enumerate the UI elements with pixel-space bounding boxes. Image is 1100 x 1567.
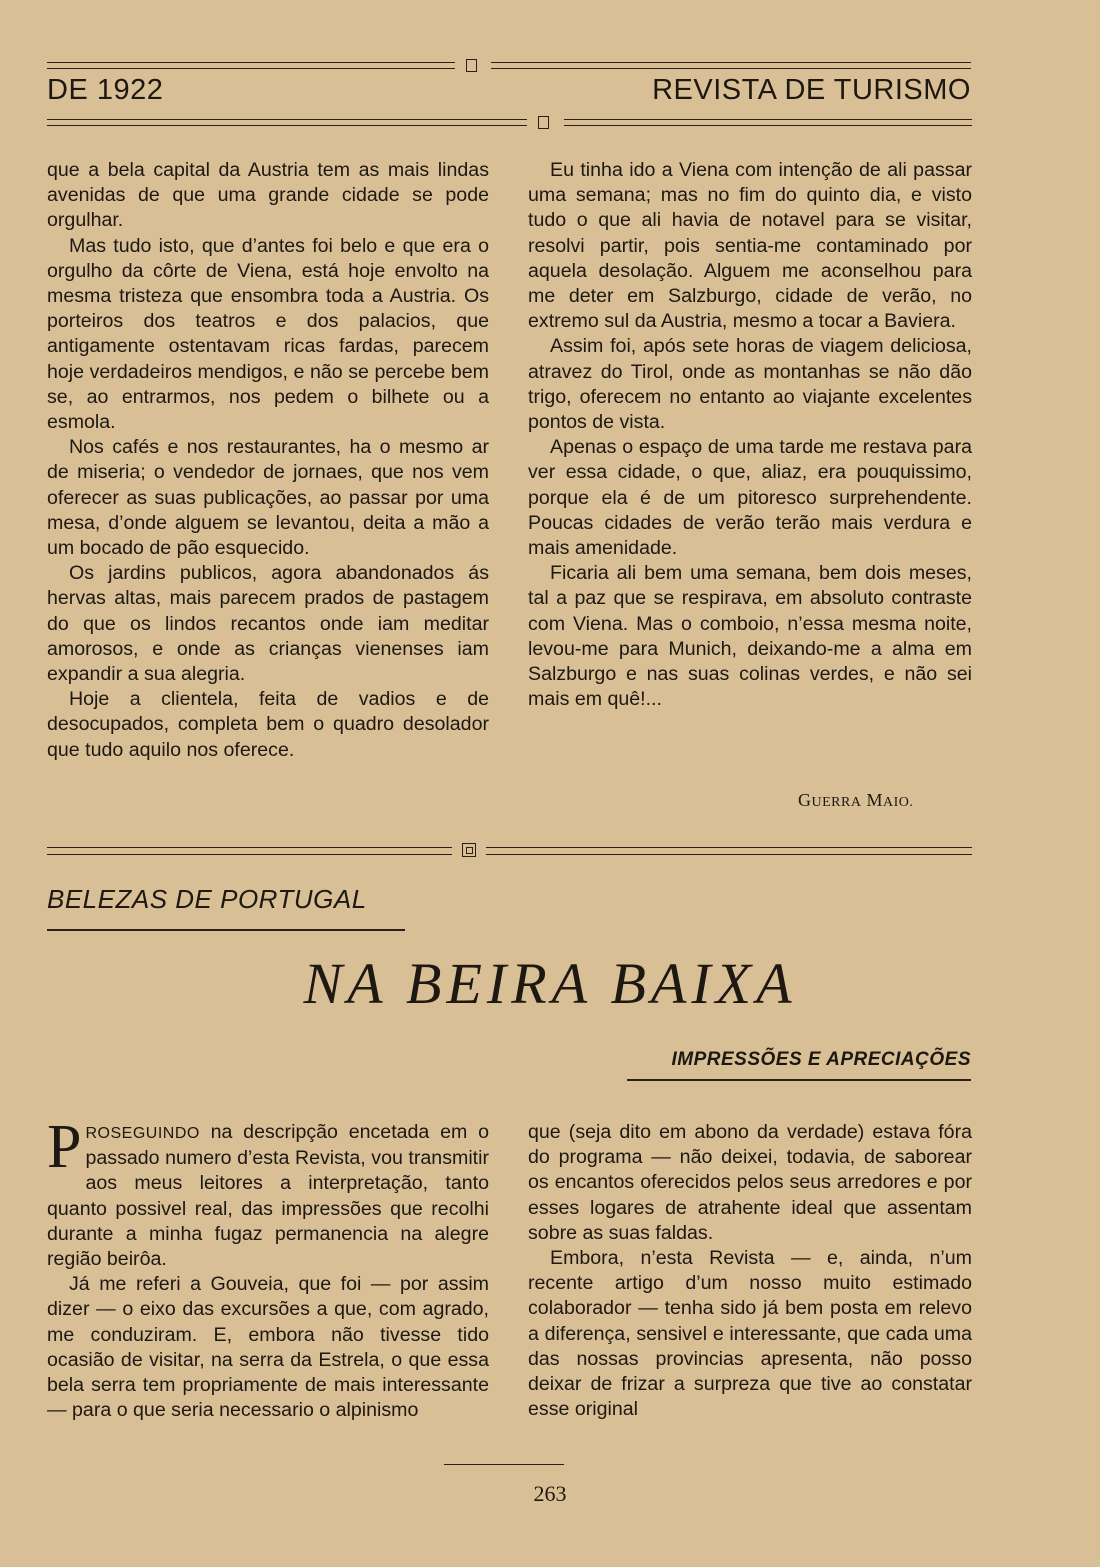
- header-magazine-title: REVISTA DE TURISMO: [652, 74, 971, 106]
- opening-word: ROSEGUINDO: [85, 1125, 200, 1142]
- header-ornament-top: [466, 59, 477, 72]
- paragraph: Embora, n’esta Revista — e, ainda, n’um recente artigo d’um nosso muito estimado colaborador — tenha sido já bem posta em relevo a diferença, sensivel e interessante, que cada uma das nossas provincias apresenta, não posso deixar de frizar a surpreza que tive ao constatar esse original: [528, 1247, 972, 1421]
- article2-left-column: [47, 1113, 489, 1423]
- header-date: DE 1922: [47, 74, 164, 106]
- paragraph-text: na descripção encetada em o passado numero d’esta Revista, vou transmitir aos meus leitores a interpretação, tanto quanto possivel real, das impressões que recolhi durante a minha fugaz permanencia na alegre região beirôa.: [47, 1121, 489, 1271]
- article1-right-column: [528, 158, 972, 712]
- drop-cap: P: [47, 1113, 82, 1181]
- paragraph: que (seja dito em abono da verdade) estava fóra do programa — não deixei, todavia, de saborear os encantos oferecidos pelos seus arredores e por esses logares de atrahente ideal que assentam sobre as suas faldas.: [528, 1121, 972, 1244]
- paragraph: Assim foi, após sete horas de viagem deliciosa, atravez do Tirol, onde as montanhas se não dão trigo, oferecem no entanto ao viajante excelentes pontos de vista.: [528, 335, 972, 434]
- signature-initial: M: [866, 790, 883, 810]
- article-title: NA BEIRA BAIXA: [303, 951, 797, 1016]
- footer-rule: [444, 1464, 564, 1465]
- page-number: 263: [533, 1481, 567, 1506]
- divider-rule-left: [47, 847, 452, 855]
- article1-left-column: [47, 158, 489, 763]
- header-rule-bottom-left: [47, 119, 527, 126]
- paragraph: Hoje a clientela, feita de vadios e de desocupados, completa bem o quadro desolador que tudo aquilo nos oferece.: [47, 688, 489, 761]
- signature-smallcaps: UERRA: [811, 795, 862, 810]
- signature-smallcaps: AIO.: [882, 795, 914, 810]
- article2-right-column: [528, 1120, 972, 1422]
- paragraph: Apenas o espaço de uma tarde me restava para ver essa cidade, o que, aliaz, era pouquissimo, porque ela é de um pitoresco surprehendente. Poucas cidades de verão terão mais verdura e mais amenidade.: [528, 436, 972, 560]
- paragraph: Os jardins publicos, agora abandonados ás hervas altas, mais parecem prados de pastagem do que os lindos recantos onde iam meditar amorosos, e onde as crianças vienenses iam expandir a sua alegria.: [47, 562, 489, 686]
- paragraph: Ficaria ali bem uma semana, bem dois meses, tal a paz que se respirava, em absoluto contraste com Viena. Mas o comboio, n’essa mesma noite, levou-me para Munich, deixando-me a alma em Salzburgo e nas suas colinas verdes, e não sei mais em quê!...: [528, 562, 972, 711]
- subtitle-underline: [627, 1079, 971, 1081]
- article-subtitle: IMPRESSÕES E APRECIAÇÕES: [671, 1049, 971, 1070]
- signature-initial: G: [798, 790, 812, 810]
- divider-ornament: [462, 843, 476, 857]
- header-rule-top-right: [491, 62, 971, 69]
- paragraph: Mas tudo isto, que d’antes foi belo e que era o orgulho da côrte de Viena, está hoje envolto na mesma tristeza que ensombra toda a Austria. Os porteiros dos teatros e dos palacios, que antigamente ostentavam ricas fardas, parecem hoje verdadeiros mendigos, e não se percebe bem se, ao entrarmos, nos pedem o bilhete ou a esmola.: [47, 234, 489, 434]
- paragraph: que a bela capital da Austria tem as mais lindas avenidas de que uma grande cidade se pode orgulhar.: [47, 159, 489, 232]
- author-signature: [798, 790, 913, 811]
- header-ornament-bottom: [538, 116, 549, 129]
- paragraph: [47, 1113, 489, 1272]
- divider-rule-right: [486, 847, 972, 855]
- paragraph: Nos cafés e nos restaurantes, ha o mesmo ar de miseria; o vendedor de jornaes, que nos vem oferecer as suas publicações, ao passar por uma mesa, d’onde alguem se levantou, deita a mão a um bocado de pão esquecido.: [47, 436, 489, 560]
- section-underline: [47, 929, 405, 931]
- section-title: BELEZAS DE PORTUGAL: [47, 884, 367, 914]
- header-rule-bottom-right: [564, 119, 972, 126]
- paragraph: Já me referi a Gouveia, que foi — por assim dizer — o eixo das excursões a que, com agrado, me conduziram. E, embora não tivesse tido ocasião de visitar, na serra da Estrela, o que essa bela serra tem propriamente de mais interessante — para o que seria necessario o alpinismo: [47, 1273, 489, 1422]
- header-rule-top-left: [47, 62, 455, 69]
- paragraph: Eu tinha ido a Viena com intenção de ali passar uma semana; mas no fim do quinto dia, e visto tudo o que ali havia de notavel para se visitar, resolvi partir, pois sentia-me contaminado por aquela desolação. Alguem me aconselhou para me deter em Salzburgo, cidade de verão, no extremo sul da Austria, mesmo a tocar a Baviera.: [528, 159, 972, 333]
